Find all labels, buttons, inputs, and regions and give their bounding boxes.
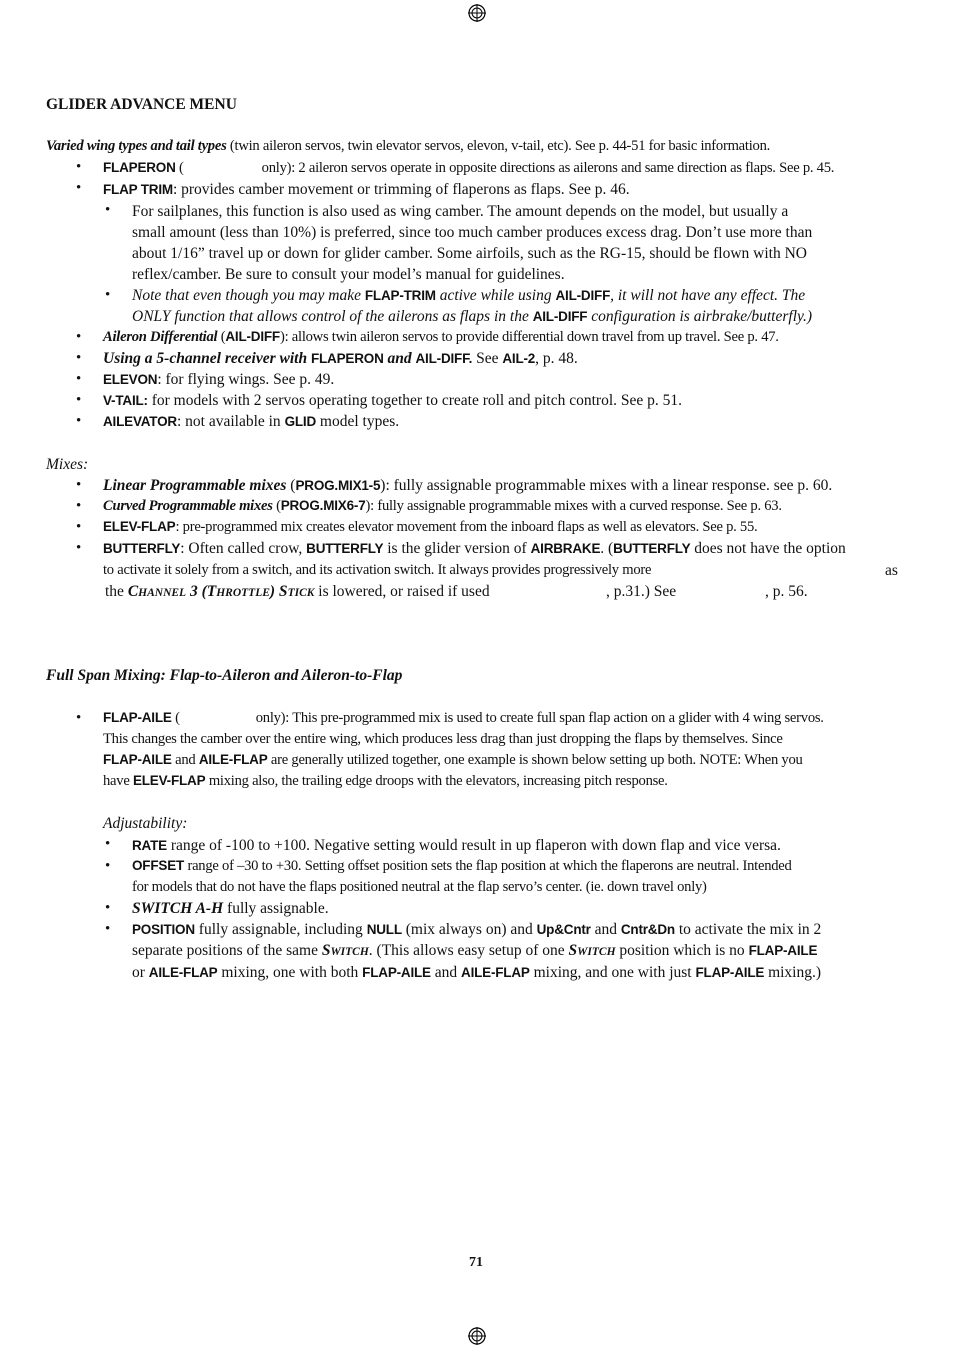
offset-item: OFFSET range of –30 to +30. Setting offset position sets the flap position at which the flaperons are neutral. Intended	[132, 858, 792, 874]
registration-mark-icon	[467, 1326, 487, 1346]
butterfly-line: the CHANNEL 3 (THROTTLE) STICK is lowered, or raised if used	[105, 583, 490, 600]
registration-mark-icon	[467, 3, 487, 23]
wing-intro: Varied wing types and tail types (twin aileron servos, twin elevator servos, elevon, v-tail, etc). See p. 44-51 for basic information.	[46, 138, 771, 154]
aildiff-item: Aileron Differential (AIL-DIFF): allows twin aileron servos to provide differential down travel from up travel. See p. 47.	[103, 329, 779, 345]
mixes-heading: Mixes:	[46, 456, 89, 473]
sailplane-note-line: reflex/camber. Be sure to consult your model’s manual for guidelines.	[132, 266, 565, 283]
position-line: or AILE-FLAP mixing, one with both FLAP-AILE and AILE-FLAP mixing, and one with just FLAP-AILE mixing.)	[132, 964, 822, 981]
adjustability-label: Adjustability:	[103, 815, 188, 832]
elevon-item: ELEVON: for flying wings. See p. 49.	[103, 371, 335, 388]
butterfly-line: , p. 56.	[765, 583, 808, 600]
bullet: •	[105, 900, 111, 916]
bullet: •	[105, 836, 111, 852]
butterfly-item: BUTTERFLY: Often called crow, BUTTERFLY is the glider version of AIRBRAKE. (BUTTERFLY does not have the option	[103, 540, 846, 557]
flap-aile-line: FLAP-AILE and AILE-FLAP are generally utilized together, one example is shown below setting up both. NOTE: When you	[103, 752, 803, 768]
bullet: •	[105, 858, 111, 874]
fullspan-heading: Full Span Mixing: Flap-to-Aileron and Aileron-to-Flap	[46, 667, 403, 684]
linear-mix-item: Linear Programmable mixes (PROG.MIX1-5): fully assignable programmable mixes with a linear response. see p. 60.	[103, 477, 833, 494]
switch-item: SWITCH A-H fully assignable.	[132, 900, 329, 917]
position-line: separate positions of the same SWITCH. (This allows easy setup of one SWITCH position which is no FLAP-AILE	[132, 942, 818, 959]
bullet: •	[105, 287, 111, 303]
bullet: •	[105, 921, 111, 937]
bullet: •	[76, 371, 82, 387]
bullet: •	[76, 350, 82, 366]
bullet: •	[76, 498, 82, 514]
bullet: •	[76, 180, 82, 196]
curved-mix-item: Curved Programmable mixes (PROG.MIX6-7): fully assignable programmable mixes with a curved response. See p. 63.	[103, 498, 782, 514]
bullet: •	[76, 519, 82, 535]
bullet: •	[76, 329, 82, 345]
sailplane-note-line: For sailplanes, this function is also used as wing camber. The amount depends on the model, but usually a	[132, 203, 789, 220]
flaptrim-item: FLAP TRIM: provides camber movement or trimming of flaperons as flaps. See p. 46.	[103, 181, 630, 198]
bullet: •	[76, 392, 82, 408]
bullet: •	[76, 540, 82, 556]
five-channel-item: Using a 5-channel receiver with FLAPERON and AIL-DIFF. See AIL-2, p. 48.	[103, 350, 578, 367]
sailplane-note-line: small amount (less than 10%) is preferred, since too much camber produces excess drag. Don’t use more than	[132, 224, 813, 241]
flaptrim-note-line: ONLY function that allows control of the ailerons as flaps in the AIL-DIFF configuration is airbrake/butterfly.)	[132, 308, 813, 325]
bullet: •	[105, 202, 111, 218]
offset-line: for models that do not have the flaps positioned neutral at the flap servo’s center. (ie. down travel only)	[132, 879, 707, 895]
flap-aile-line: This changes the camber over the entire wing, which produces less drag than just dropping the flaps by themselves. Since	[103, 731, 783, 747]
bullet: •	[76, 477, 82, 493]
bullet: •	[76, 710, 82, 726]
bullet: •	[76, 413, 82, 429]
page-title: GLIDER ADVANCE MENU	[46, 96, 237, 113]
flap-aile-line: have ELEV-FLAP mixing also, the trailing edge droops with the elevators, increasing pitch response.	[103, 773, 668, 789]
flap-aile-item: FLAP-AILE ( only): This pre-programmed mix is used to create full span flap action on a glider with 4 wing servos.	[103, 710, 824, 726]
flaptrim-note-line: Note that even though you may make FLAP-TRIM active while using AIL-DIFF, it will not have any effect. The	[132, 287, 806, 304]
elevflap-item: ELEV-FLAP: pre-programmed mix creates elevator movement from the inboard flaps as well as elevators. See p. 55.	[103, 519, 758, 535]
page-number: 71	[469, 1255, 483, 1270]
ailevator-item: AILEVATOR: not available in GLID model types.	[103, 413, 400, 430]
butterfly-line: as	[885, 562, 898, 579]
bullet: •	[76, 159, 82, 175]
position-item: POSITION fully assignable, including NULL (mix always on) and Up&Cntr and Cntr&Dn to activate the mix in 2	[132, 921, 822, 938]
sailplane-note-line: about 1/16” travel up or down for glider camber. Some airfoils, such as the RG-15, should be flown with NO	[132, 245, 807, 262]
vtail-item: V-TAIL: for models with 2 servos operating together to create roll and pitch control. See p. 51.	[103, 392, 683, 409]
butterfly-line: to activate it solely from a switch, and its activation switch. It always provides progressively more	[103, 562, 652, 578]
butterfly-line: , p.31.) See	[606, 583, 677, 600]
flaperon-item: FLAPERON ( only): 2 aileron servos operate in opposite directions as ailerons and same direction as flaps. See p. 45.	[103, 160, 835, 176]
rate-item: RATE range of -100 to +100. Negative setting would result in up flaperon with down flap and vice versa.	[132, 837, 781, 854]
